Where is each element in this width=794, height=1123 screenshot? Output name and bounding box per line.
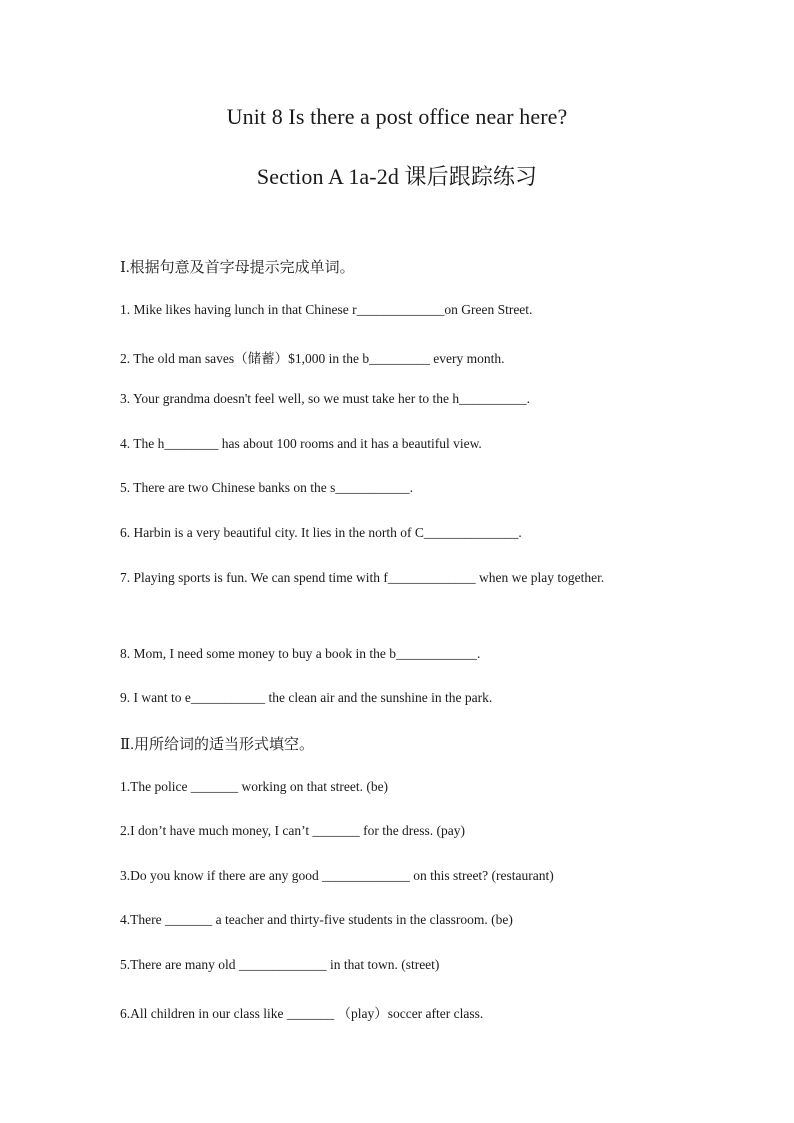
question-item: 7. Playing sports is fun. We can spend time with f_____________ when we play together. [120,570,605,585]
question-item: 2.I don’t have much money, I can’t _______ for the dress. (pay) [120,823,466,838]
page-title: Unit 8 Is there a post office near here? [226,104,568,129]
question-item: 6. Harbin is a very beautiful city. It lies in the north of C______________. [120,525,522,540]
section-2-heading: Ⅱ.用所给词的适当形式填空。 [120,737,314,753]
question-item: 5. There are two Chinese banks on the s___________. [120,480,413,495]
question-item: 9. I want to e___________ the clean air and the sunshine in the park. [120,690,493,705]
question-item: 8. Mom, I need some money to buy a book in the b____________. [120,646,481,661]
question-item: 3. Your grandma doesn't feel well, so we must take her to the h__________. [120,391,530,406]
section-1-heading: Ⅰ.根据句意及首字母提示完成单词。 [120,260,355,276]
question-item: 4. The h________ has about 100 rooms and it has a beautiful view. [120,436,482,451]
question-item: 4.There _______ a teacher and thirty-five students in the classroom. (be) [120,912,513,927]
question-item: 3.Do you know if there are any good _____________ on this street? (restaurant) [120,868,554,883]
question-item: 5.There are many old _____________ in that town. (street) [120,957,440,972]
question-item: 1.The police _______ working on that street. (be) [120,779,389,794]
question-item: 6.All children in our class like _______ （play）soccer after class. [120,1006,484,1021]
question-item: 1. Mike likes having lunch in that Chinese r_____________on Green Street. [120,302,533,317]
page-subtitle: Section A 1a-2d 课后跟踪练习 [256,164,538,189]
question-item: 2. The old man saves（储蓄）$1,000 in the b_________ every month. [120,351,505,366]
